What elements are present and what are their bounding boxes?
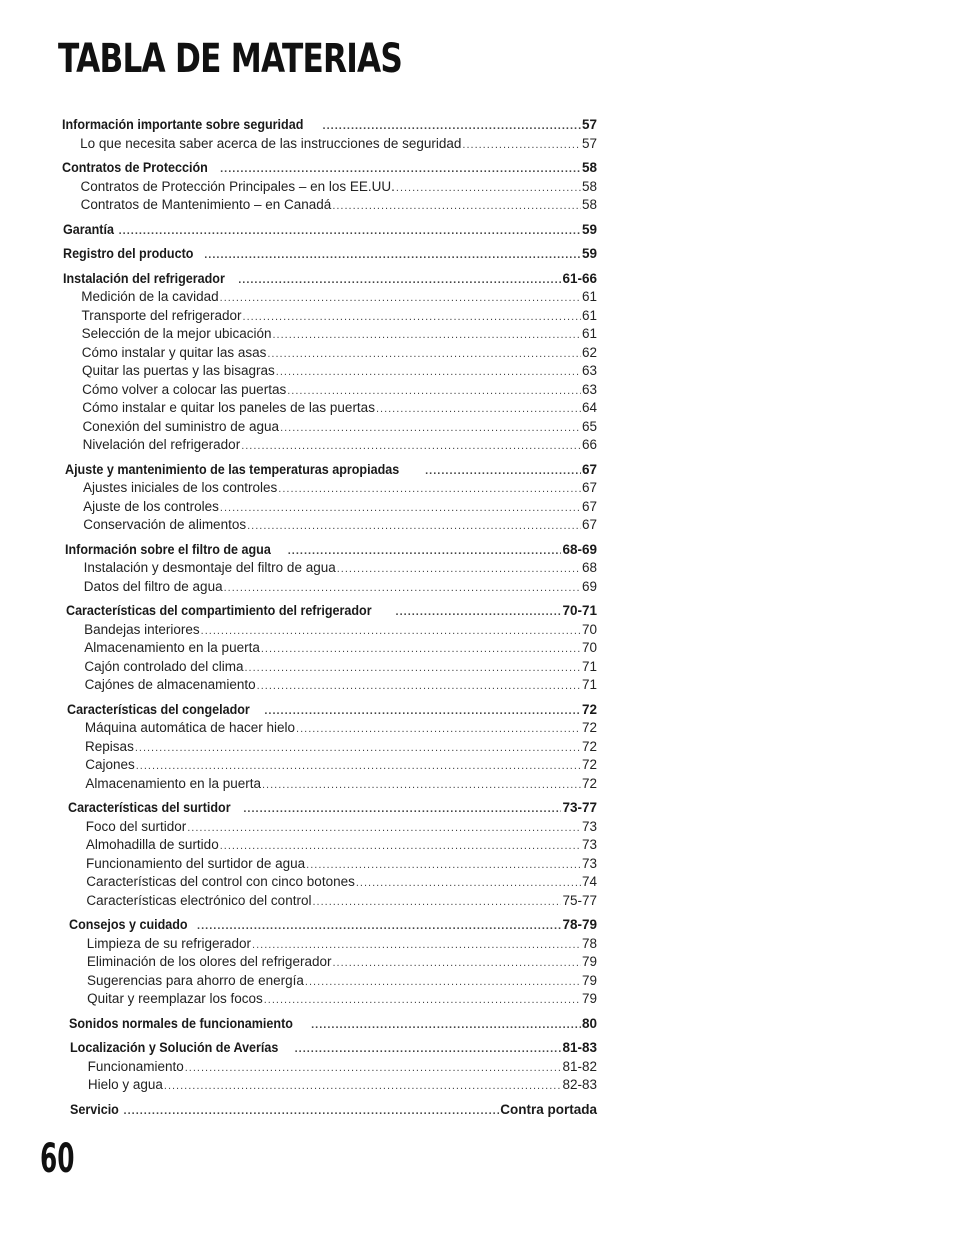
toc-label: Almohadilla de surtido <box>85 837 219 852</box>
toc-page: 57 <box>581 117 597 132</box>
toc-page: 78 <box>581 935 597 951</box>
toc-subsection <box>80 178 597 197</box>
toc-label: Sonidos normales de funcionamiento <box>69 1015 294 1031</box>
toc-page: 73 <box>581 837 597 852</box>
toc-page: 68-69 <box>562 541 597 557</box>
toc-page: 65 <box>581 418 597 434</box>
toc-subsection <box>83 516 597 535</box>
toc-label: Cajones <box>85 757 135 772</box>
toc-label: Ajuste de los controles <box>83 498 219 514</box>
toc-leader <box>296 720 581 738</box>
toc-page: 73-77 <box>562 800 597 815</box>
toc-leader <box>185 1059 562 1077</box>
toc-leader <box>337 560 581 578</box>
toc-subsection <box>82 325 597 344</box>
toc-leader <box>288 542 562 560</box>
toc-leader <box>243 308 581 326</box>
toc-label: Funcionamiento del surtidor de agua <box>86 855 306 871</box>
page-title: TABLA DE MATERIAS <box>58 36 403 82</box>
toc-subsection <box>85 756 597 775</box>
toc-label: Características del congelador <box>66 701 250 717</box>
toc-subsection <box>83 498 597 517</box>
toc-section <box>66 602 597 621</box>
toc-leader <box>241 437 581 455</box>
toc-subsection <box>85 676 597 695</box>
toc-subsection <box>83 479 597 498</box>
toc-page: 72 <box>581 738 597 754</box>
toc-section <box>65 541 597 560</box>
toc-section <box>70 1101 597 1120</box>
toc-page: 75-77 <box>562 892 597 908</box>
toc-page: 67 <box>581 461 597 477</box>
toc-leader <box>272 326 580 344</box>
toc-label: Conservación de alimentos <box>83 517 247 532</box>
toc-page: 70-71 <box>562 603 597 618</box>
toc-leader <box>376 400 581 418</box>
toc-page: 67 <box>581 517 597 532</box>
toc-leader <box>252 936 581 954</box>
toc-subsection <box>84 578 597 597</box>
toc-page: 57 <box>581 135 597 151</box>
toc-section <box>70 1039 597 1058</box>
toc-section <box>63 270 597 289</box>
toc-section <box>62 159 597 178</box>
toc-leader <box>197 917 561 935</box>
toc-label: Nivelación del refrigerador <box>82 437 241 452</box>
toc-page: 79 <box>581 972 597 988</box>
toc-subsection <box>86 892 597 911</box>
toc-page: 68 <box>581 560 597 575</box>
toc-label: Funcionamiento <box>87 1058 184 1074</box>
toc-section <box>63 245 597 264</box>
toc-page: 61-66 <box>562 270 597 286</box>
toc-subsection <box>82 399 597 418</box>
toc-subsection <box>87 935 597 954</box>
toc-leader <box>136 757 581 775</box>
toc-leader <box>311 1016 581 1034</box>
toc-subsection <box>87 953 597 972</box>
toc-subsection <box>85 738 597 757</box>
toc-page: 70 <box>581 621 597 637</box>
toc-page: 79 <box>581 954 597 969</box>
toc-subsection <box>82 418 597 437</box>
toc-page: 79 <box>581 991 597 1006</box>
toc-leader <box>305 973 581 991</box>
toc-page: 61 <box>581 307 597 323</box>
toc-subsection <box>80 135 597 154</box>
toc-page: 82-83 <box>562 1077 597 1092</box>
toc-page: 70 <box>581 640 597 655</box>
toc-leader <box>356 874 581 892</box>
toc-subsection <box>85 775 597 794</box>
toc-label: Cajónes de almacenamiento <box>84 677 256 692</box>
toc-leader <box>247 517 581 535</box>
toc-label: Repisas <box>85 738 134 754</box>
toc-label: Instalación y desmontaje del filtro de agua <box>83 560 336 575</box>
toc-page: 59 <box>581 246 597 261</box>
toc-subsection <box>86 873 597 892</box>
toc-page: 73 <box>581 818 597 834</box>
toc-leader <box>119 222 581 240</box>
toc-leader <box>323 117 581 135</box>
toc-label: Ajuste y mantenimiento de las temperaturas apropiadas <box>64 461 399 477</box>
toc-leader <box>396 179 581 197</box>
toc-page: 72 <box>581 757 597 772</box>
toc-page: 58 <box>581 160 597 175</box>
toc-label: Contratos de Mantenimiento – en Canadá <box>80 197 332 212</box>
toc-page: 71 <box>581 677 597 692</box>
toc-leader <box>425 462 581 480</box>
toc-page: 81-83 <box>562 1040 597 1055</box>
toc-page: 73 <box>581 855 597 871</box>
toc-section <box>69 916 597 935</box>
toc-page: 81-82 <box>562 1058 597 1074</box>
toc-label: Eliminación de los olores del refrigerador <box>86 954 332 969</box>
toc-label: Medición de la cavidad <box>81 289 219 304</box>
toc-label: Características del compartimiento del refrigerador <box>65 603 372 618</box>
toc-page: 62 <box>581 344 597 360</box>
toc-label: Características del control con cinco botones <box>86 874 355 889</box>
toc-leader <box>201 622 581 640</box>
toc-section <box>62 116 597 135</box>
toc-label: Contratos de Protección Principales – en los EE.UU. <box>80 178 395 194</box>
toc-label: Características electrónico del control <box>86 892 312 908</box>
toc-leader <box>124 1102 500 1120</box>
toc-page: 71 <box>581 658 597 674</box>
toc-leader <box>220 499 581 517</box>
toc-subsection <box>87 990 597 1009</box>
toc-subsection <box>86 836 597 855</box>
toc-label: Cómo instalar e quitar los paneles de las puertas <box>82 400 375 415</box>
toc-leader <box>312 893 561 911</box>
toc-page: 61 <box>581 326 597 341</box>
toc-leader <box>224 579 581 597</box>
toc-subsection <box>81 288 597 307</box>
toc-leader <box>264 702 581 720</box>
toc-label: Localización y Solución de Averías <box>69 1040 278 1055</box>
toc-subsection <box>84 639 597 658</box>
toc-page: 58 <box>581 197 597 212</box>
toc-label: Cajón controlado del clima <box>84 658 244 674</box>
toc-label: Lo que necesita saber acerca de las instrucciones de seguridad <box>80 135 462 151</box>
toc-page: 69 <box>581 578 597 594</box>
toc-leader <box>262 776 581 794</box>
toc-page: 59 <box>581 221 597 237</box>
toc-label: Consejos y cuidado <box>68 917 188 932</box>
toc-page: 67 <box>581 480 597 495</box>
toc-leader <box>332 954 580 972</box>
toc-leader <box>332 197 581 215</box>
toc-subsection <box>84 658 597 677</box>
toc-label: Máquina automática de hacer hielo <box>84 720 296 735</box>
toc-subsection <box>87 972 597 991</box>
toc-page: 67 <box>581 498 597 514</box>
toc-label: Quitar y reemplazar los focos <box>87 991 263 1006</box>
toc-page: 74 <box>581 874 597 889</box>
toc-subsection <box>82 344 597 363</box>
toc-label: Selección de la mejor ubicación <box>81 326 272 341</box>
toc-leader <box>220 837 581 855</box>
toc-page: 72 <box>581 720 597 735</box>
toc-page: 61 <box>581 289 597 304</box>
toc-label: Información sobre el filtro de agua <box>65 541 272 557</box>
toc-leader <box>257 677 581 695</box>
page-number: 60 <box>40 1136 75 1182</box>
toc-leader <box>245 659 581 677</box>
toc-label: Instalación del refrigerador <box>63 270 226 286</box>
toc-leader <box>396 603 562 621</box>
toc-label: Registro del producto <box>62 246 194 261</box>
toc-section <box>68 799 597 818</box>
toc-leader <box>187 819 581 837</box>
toc-subsection <box>85 719 597 738</box>
toc-leader <box>276 363 581 381</box>
toc-label: Transporte del refrigerador <box>81 307 242 323</box>
toc-label: Contratos de Protección <box>62 160 209 175</box>
toc-label: Quitar las puertas y las bisagras <box>81 363 275 378</box>
toc-subsection <box>83 436 597 455</box>
toc-subsection <box>88 1076 597 1095</box>
toc-subsection <box>82 381 597 400</box>
toc-page: 63 <box>581 381 597 397</box>
toc-label: Cómo instalar y quitar las asas <box>81 344 267 360</box>
toc-leader <box>220 160 581 178</box>
toc-label: Conexión del suministro de agua <box>82 418 280 434</box>
toc-page: 58 <box>581 178 597 194</box>
toc-section <box>65 461 597 480</box>
toc-subsection <box>86 818 597 837</box>
toc-leader <box>135 739 581 757</box>
toc-leader <box>264 991 581 1009</box>
toc-subsection <box>88 1058 597 1077</box>
toc-subsection <box>82 362 597 381</box>
toc-label: Limpieza de su refrigerador <box>86 935 252 951</box>
toc-section <box>63 221 597 240</box>
toc-page: 80 <box>581 1015 597 1031</box>
toc-page: 66 <box>581 437 597 452</box>
toc-leader <box>278 480 581 498</box>
toc-leader <box>164 1077 562 1095</box>
toc-label: Servicio <box>70 1101 119 1117</box>
toc-section <box>69 1015 597 1034</box>
toc-label: Foco del surtidor <box>85 818 187 834</box>
toc-leader <box>306 856 581 874</box>
toc-leader <box>287 382 581 400</box>
toc-leader <box>280 419 581 437</box>
toc-leader <box>220 289 581 307</box>
toc-page: Contra portada <box>500 1101 597 1117</box>
toc-page: 72 <box>581 775 597 791</box>
toc-page: 63 <box>581 363 597 378</box>
toc-subsection <box>86 855 597 874</box>
toc-label: Información importante sobre seguridad <box>62 117 304 132</box>
toc-label: Ajustes iniciales de los controles <box>82 480 278 495</box>
toc-subsection <box>84 559 597 578</box>
toc-leader <box>238 271 561 289</box>
toc-label: Almacenamiento en la puerta <box>85 775 261 791</box>
toc-subsection <box>81 196 597 215</box>
toc-subsection <box>81 307 597 326</box>
toc-leader <box>267 345 581 363</box>
toc-section <box>67 701 597 720</box>
toc-leader <box>204 246 581 264</box>
toc-leader <box>295 1040 562 1058</box>
toc-label: Sugerencias para ahorro de energía <box>87 972 304 988</box>
toc-subsection <box>84 621 597 640</box>
toc-page: 78-79 <box>562 917 597 932</box>
toc-label: Bandejas interiores <box>84 621 200 637</box>
toc-label: Datos del filtro de agua <box>83 578 223 594</box>
toc-label: Cómo volver a colocar las puertas <box>82 381 287 397</box>
toc-label: Hielo y agua <box>87 1077 163 1092</box>
toc-leader <box>462 136 581 154</box>
toc-label: Características del surtidor <box>67 800 231 815</box>
toc-page: 72 <box>581 701 597 717</box>
toc-leader <box>243 800 561 818</box>
toc-label: Garantía <box>62 221 114 237</box>
toc-leader <box>261 640 581 658</box>
toc-label: Almacenamiento en la puerta <box>84 640 260 655</box>
toc-page: 64 <box>581 400 597 415</box>
